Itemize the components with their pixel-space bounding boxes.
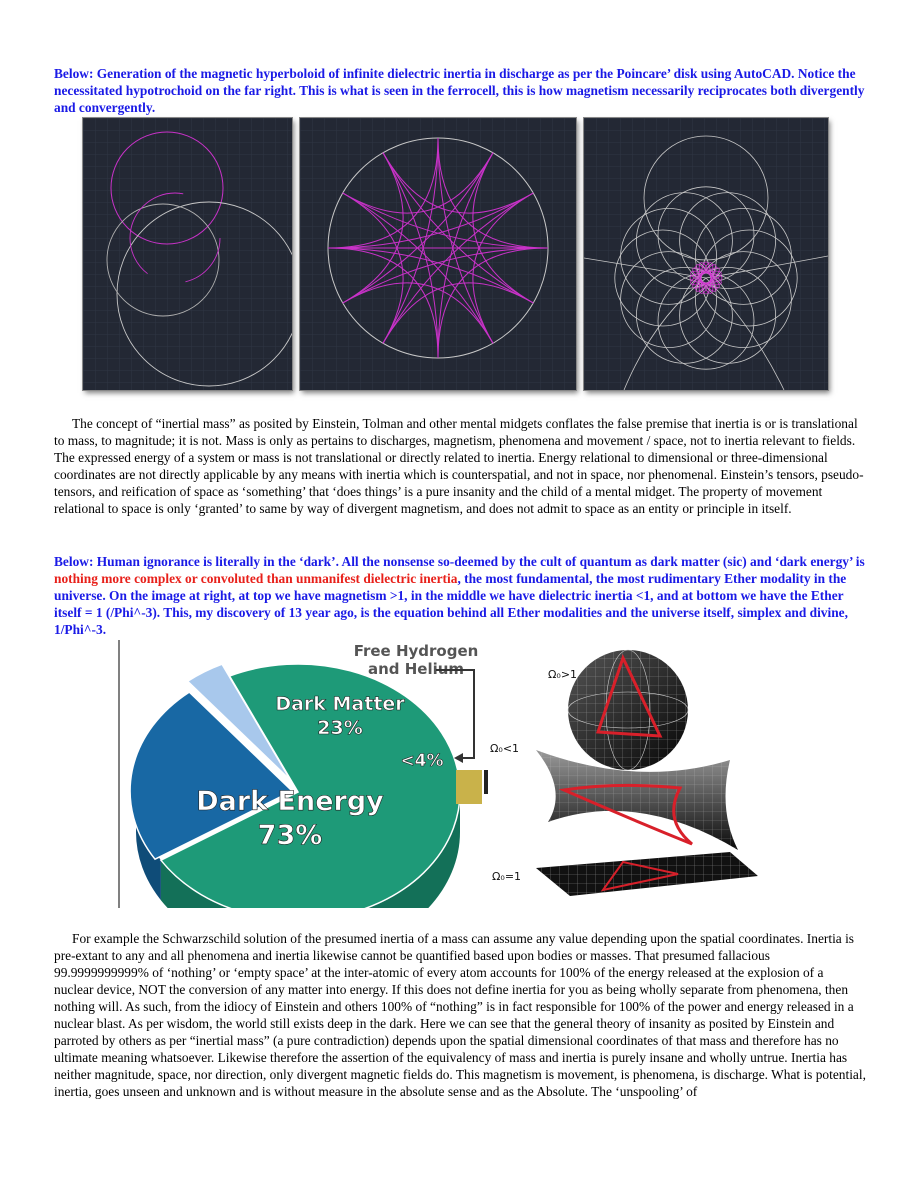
pie-value-dark-energy: 73% [257, 820, 323, 851]
omega-label-less: Ω₀<1 [490, 742, 520, 755]
cad-panel-hypotrochoid [584, 118, 828, 390]
curvature-diagrams [490, 650, 758, 896]
annotation-free-hydrogen-line2: and Helium [367, 660, 465, 678]
omega-label-greater: Ω₀>1 [548, 668, 578, 681]
pie-value-dark-matter: 23% [317, 717, 363, 739]
pie-small-block-edge [484, 770, 488, 794]
caption-red-highlight: nothing more complex or convoluted than unmanifest dielectric inertia [54, 571, 458, 586]
caption-autocad: Below: Generation of the magnetic hyperboloid of infinite dielectric inertia in discharge as per the Poincare’ disk using AutoCAD. Notice the necessitated hypotrochoid on the far right. This is what is seen in the ferrocell, this is how magnetism necessarily reciprocates both divergently and convergently. [54, 66, 865, 115]
annotation-free-hydrogen-line1: Free Hydrogen [353, 642, 479, 660]
pie-label-dark-matter: Dark Matter [275, 693, 405, 715]
caption-dark-energy: Below: Human ignorance is literally in the ‘dark’. All the nonsense so-deemed by the cult of quantum as dark matter (sic) and ‘dark energy’ is nothing more complex or convoluted than unmanifest dielectric inertia, the most fundamental, the most rudimentary Ether modality in the universe. On the image at right, at top we have magnetism >1, in the middle we have dielectric inertia <1, and at bottom we have the Ether itself = 1 (/Phi^-3). This, my discovery of 13 year ago, is the equation behind all Ether modalities and the universe itself, simplex and divine, 1/Phi^-3. [54, 554, 865, 637]
dark-energy-figure [118, 640, 838, 908]
paragraph-inertial-mass: The concept of “inertial mass” as posited by Einstein, Tolman and other mental midgets conflates the false premise that inertia is or is translational to mass, to magnitude; it is not. Mass is only as pertains to discharges, magnetism, phenomena and movement / space, not to inertia relevant to fields. The expressed energy of a system or mass is not translational or directly related to inertia. Energy relational to dimensional or three-dimensional coordinates are not directly applicable by any means with inertia which is counterspatial, and not in space, nor phenomenal. Einstein’s tensors, pseudo-tensors, and reification of space as ‘something’ that ‘does things’ is a pure insanity and the child of a mental midget. The property of movement relational to space is only ‘granted’ to same by way of divergent magnetism, and does not admit to space as an entity or principle in itself. [54, 416, 864, 516]
cad-panel-circles [83, 118, 292, 390]
pie-small-block [456, 770, 482, 804]
cad-panel-poincare-disk [300, 118, 576, 390]
pie-label-free-hydrogen: <4% [400, 751, 444, 771]
pie-chart [130, 664, 488, 908]
omega-label-equal: Ω₀=1 [492, 870, 522, 883]
paragraph-schwarzschild: For example the Schwarzschild solution of the presumed inertia of a mass can assume any value depending upon the spatial coordinates. Inertia is pre-extant to any and all phenomena and inertia likewise cannot be quantified based upon bodies or masses. That presumed fallacious 99.9999999999% of ‘nothing’ or ‘empty space’ at the inter-atomic of every atom accounts for 100% of the energy released at the explosion of a nuclear device, NOT the conversion of any matter into energy. If this does not define inertia for you as being wholly separate from phenomena, then nothing will. As such, from the idiocy of Einstein and others 100% of “nothing” is in fact responsible for 100% of the power and energy released in a nuclear blast. As per wisdom, the world still exists deep in the dark. Here we can see that the general theory of insanity as posited by Einstein and parroted by others as per “inertial mass” (a pure contradiction) depends upon the spatial dimensional coordinates of that mass and therefore has no ultimate meaning whatsoever. Likewise therefore the assertion of the equivalency of mass and inertia is purely insane and wholly untrue. Inertia has neither magnitude, space, nor direction, only divergent magnetic fields do. This magnetism is movement, is phenomena, is discharge. What is potential, inertia, goes unseen and unknown and is without measure in the absolute sense and as the Absolute. The ‘unspooling’ of [54, 931, 866, 1099]
pie-label-dark-energy: Dark Energy [196, 786, 384, 817]
